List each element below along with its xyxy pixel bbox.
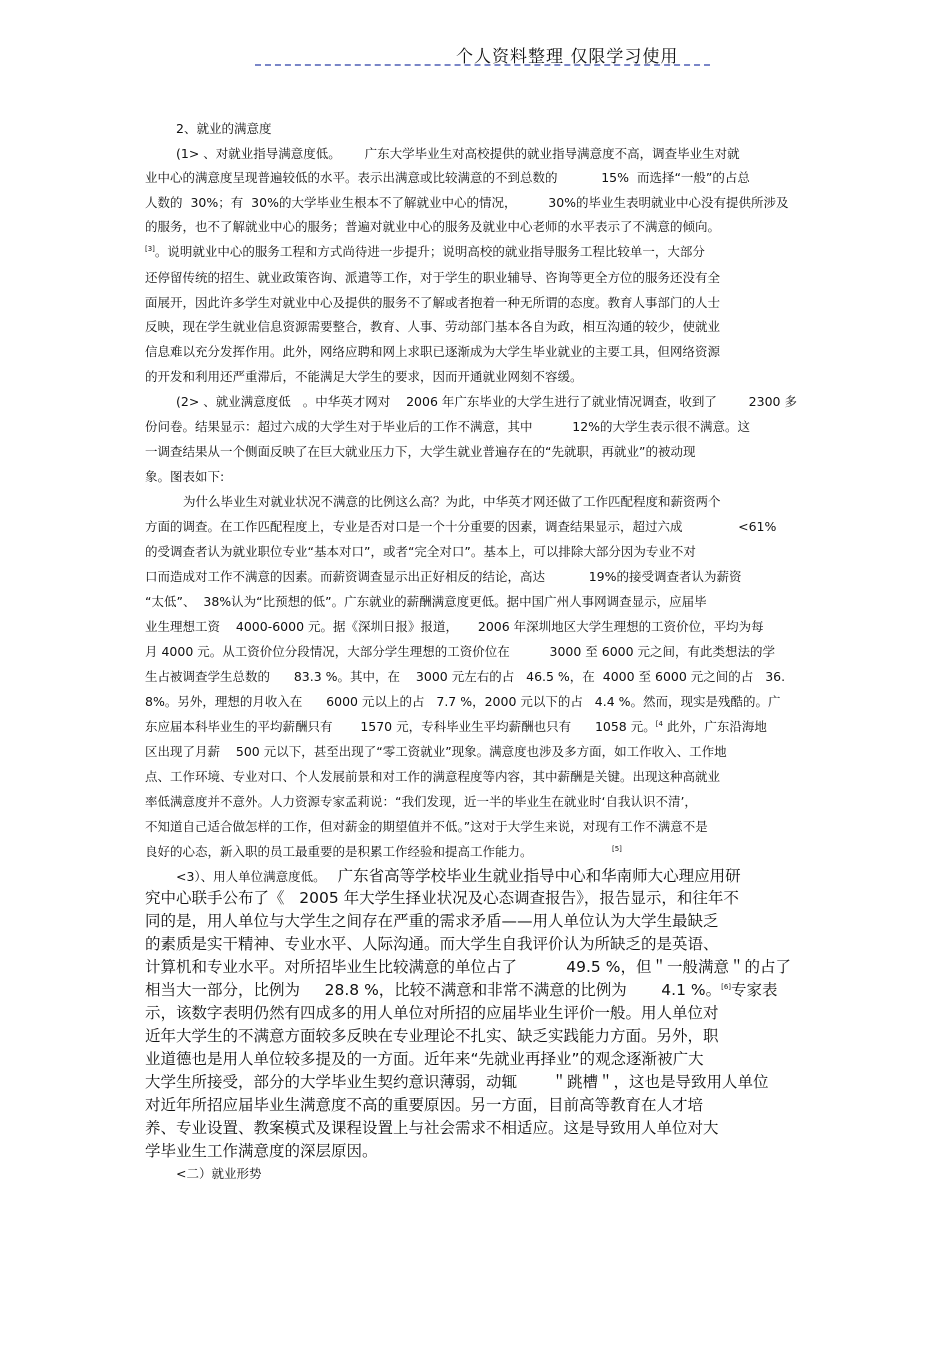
paragraph-line: 业道德也是用人单位较多提及的一方面。近年来“先就业再择业”的观念逐渐被广大 [145, 1050, 704, 1068]
paragraph-line: 业生理想工资 4000-6000 元。据《深圳日报》报道， 2006 年深圳地区大学生理想的工资价位，平均为每 [145, 619, 764, 634]
paragraph-line [145, 981, 778, 1000]
paragraph-line: 生占被调查学生总数的 83.3 %。其中，在 3000 元左右的占 46.5 %，在 4000 至 6000 元之间的占 36. [145, 669, 786, 684]
paragraph-line: 近年大学生的不满意方面较多反映在专业理论不扎实、缺乏实践能力方面。另外，职 [145, 1027, 719, 1045]
paragraph-text: 相当大一部分，比例为 28.8 %，比较不满意和非常不满意的比例为 4.1 %。 [145, 981, 722, 999]
paragraph-line [145, 244, 705, 260]
section-heading: 2、就业的满意度 [176, 121, 272, 136]
paragraph-line: 还停留传统的招生、就业政策咨询、派遣等工作，对于学生的职业辅导、咨询等更全方位的服务还没有全 [145, 270, 721, 285]
paragraph-line: 示，该数字表明仍然有四成多的用人单位对所招的应届毕业生评价一般。用人单位对 [145, 1004, 719, 1022]
paragraph-line: 的开发和利用还严重滞后，不能满足大学生的要求，因而开通就业网刻不容缓。 [145, 369, 583, 384]
paragraph-label: <3）、用人单位满意度低。 [176, 869, 326, 884]
paragraph-text: 良好的心态，新入职的员工最重要的是积累工作经验和提高工作能力。 [145, 844, 533, 859]
header-rule [255, 64, 710, 66]
paragraph-text: 东应届本科毕业生的平均薪酬只有 1570 元，专科毕业生平均薪酬也只有 1058 元。 [145, 719, 656, 734]
paragraph-line: 同的是，用人单位与大学生之间存在严重的需求矛盾——用人单位认为大学生最缺乏 [145, 912, 719, 930]
paragraph-line: 不知道自己适合做怎样的工作，但对薪金的期望值并不低。”这对于大学生来说，对现有工作不满意不是 [145, 819, 708, 834]
paragraph-line: 份问卷。结果显示：超过六成的大学生对于毕业后的工作不满意，其中 12%的大学生表示很不满意。这 [145, 419, 751, 434]
paragraph-text: 广东省高等学校毕业生就业指导中心和华南师大心理应用研 [337, 867, 741, 885]
paragraph-line: 的受调查者认为就业职位专业“基本对口”，或者“完全对口”。基本上，可以排除大部分因为专业不对 [145, 544, 696, 559]
section-heading: <二）就业形势 [176, 1166, 262, 1181]
paragraph-line [176, 867, 741, 886]
paragraph-line: 业中心的满意度呈现普遍较低的水平。表示出满意或比较满意的不到总数的 15% 而选择“一般”的占总 [145, 170, 750, 185]
paragraph-line: “太低”、 38%认为“比预想的低”。广东就业的薪酬满意度更低。据中国广州人事网调查显示，应届毕 [145, 594, 707, 609]
reference-mark: [5] [611, 845, 622, 853]
paragraph-line: 区出现了月薪 500 元以下，甚至出现了“零工资就业”现象。满意度也涉及多方面，如工作收入、工作地 [145, 744, 727, 759]
paragraph-line: 点、工作环境、专业对口、个人发展前景和对工作的满意程度等内容，其中薪酬是关键。出现这种高就业 [145, 769, 721, 784]
paragraph-line: 计算机和专业水平。对所招毕业生比较满意的单位占了 49.5 %，但＂一般满意＂的占了 [145, 958, 791, 976]
paragraph-line: 反映，现在学生就业信息资源需要整合，教育、人事、劳动部门基本各自为政，相互沟通的较少，使就业 [145, 319, 721, 334]
paragraph-line: 究中心联手公布了《 2005 年大学生择业状况及心态调查报告》，报告显示，和往年不 [145, 889, 739, 907]
paragraph-line: 的素质是实干精神、专业水平、人际沟通。而大学生自我评价认为所缺乏的是英语、 [145, 935, 719, 953]
paragraph-line: 面展开，因此许多学生对就业中心及提供的服务不了解或者抱着一种无所谓的态度。教育人事部门的人士 [145, 295, 721, 310]
paragraph-line: 对近年所招应届毕业生满意度不高的重要原因。另一方面，目前高等教育在人才培 [145, 1096, 704, 1114]
paragraph-line: 象。图表如下: [145, 469, 225, 484]
paragraph-line: 率低满意度并不意外。人力资源专家孟莉说：“我们发现，近一半的毕业生在就业时‘自我认识不清’， [145, 794, 697, 809]
page-header-title: 个人资料整理 仅限学习使用 [456, 47, 679, 67]
paragraph-line: (2> 、就业满意度低 。中华英才网对 2006 年广东毕业的大学生进行了就业情况调查，收到了 2300 多 [176, 394, 797, 409]
paragraph-text: 此外，广东沿海地 [666, 719, 767, 734]
paragraph-line [145, 844, 622, 860]
paragraph-line: 一调查结果从一个侧面反映了在巨大就业压力下，大学生就业普遍存在的“先就职，再就业”的被动现 [145, 444, 696, 459]
reference-mark: [6] [721, 983, 732, 991]
paragraph-line: 大学生所接受，部分的大学毕业生契约意识薄弱，动辄 ＂跳槽＂，这也是导致用人单位 [145, 1073, 769, 1091]
paragraph-line: 月 4000 元。从工资价位分段情况，大部分学生理想的工资价位在 3000 至 6000 元之间，有此类想法的学 [145, 644, 776, 659]
reference-mark: [3] [145, 245, 155, 253]
paragraph-line: 口而造成对工作不满意的因素。而薪资调查显示出正好相反的结论，高达 19%的接受调查者认为薪资 [145, 569, 742, 584]
reference-mark: [4 [655, 720, 663, 728]
paragraph-line: 8%。另外，理想的月收入在 6000 元以上的占 7.7 %，2000 元以下的占 4.4 %。然而，现实是残酷的。广 [145, 694, 781, 709]
paragraph-line: (1> 、对就业指导满意度低。 广东大学毕业生对高校提供的就业指导满意度不高，调查毕业生对就 [176, 146, 740, 161]
paragraph-line: 方面的调查。在工作匹配程度上，专业是否对口是一个十分重要的因素，调查结果显示，超过六成 <61% [145, 519, 777, 534]
paragraph-line: 信息难以充分发挥作用。此外，网络应聘和网上求职已逐渐成为大学生毕业就业的主要工具，但网络资源 [145, 344, 721, 359]
paragraph-line: 养、专业设置、教案模式及课程设置上与社会需求不相适应。这是导致用人单位对大 [145, 1119, 719, 1137]
paragraph-line: 人数的 30%；有 30%的大学毕业生根本不了解就业中心的情况， 30%的毕业生表明就业中心没有提供所涉及 [145, 195, 789, 210]
paragraph-line: 学毕业生工作满意度的深层原因。 [145, 1142, 378, 1160]
paragraph-line: 的服务，也不了解就业中心的服务；普遍对就业中心的服务及就业中心老师的水平表示了不满意的倾向。 [145, 219, 721, 234]
paragraph-line: 为什么毕业生对就业状况不满意的比例这么高？为此，中华英才网还做了工作匹配程度和薪资两个 [183, 494, 721, 509]
paragraph-line [145, 719, 767, 735]
paragraph-text: 。说明就业中心的服务工程和方式尚待进一步提升；说明高校的就业指导服务工程比较单一，大部分 [154, 244, 705, 259]
paragraph-text: 专家表 [731, 981, 778, 999]
